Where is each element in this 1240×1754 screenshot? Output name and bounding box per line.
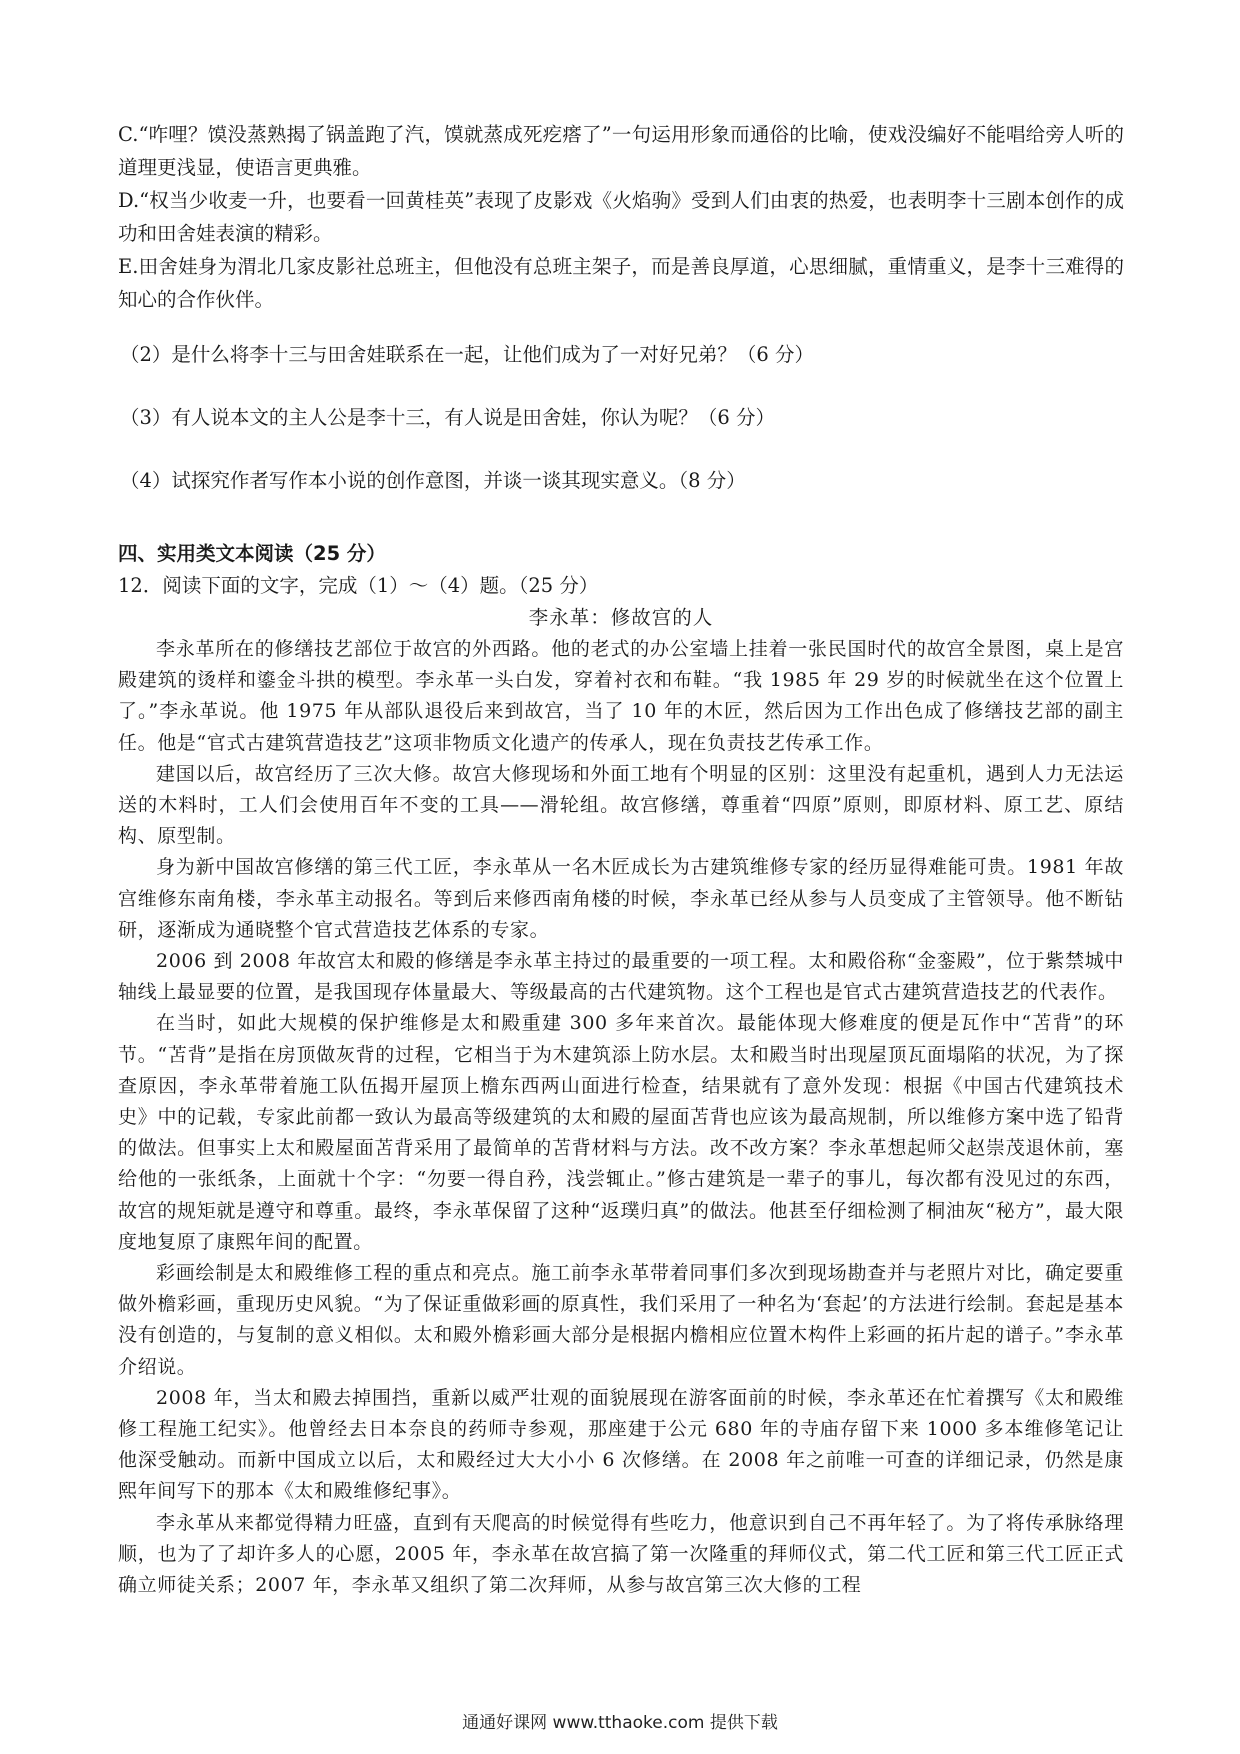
page-footer: 通通好课网 www.tthaoke.com 提供下载	[462, 1713, 778, 1733]
task-instruction: 12．阅读下面的文字，完成（1）～（4）题。（25 分）	[118, 574, 599, 597]
section-heading: 四、实用类文本阅读（25 分）	[118, 542, 386, 565]
option-e: E.田舍娃身为渭北几家皮影社总班主，但他没有总班主架子，而是善良厚道，心思细腻，重情重义，是李十三难得的知心的合作伙伴。	[118, 255, 1124, 311]
option-c: C.“咋哩？馍没蒸熟揭了锅盖跑了汽，馍就蒸成死疙瘩了”一句运用形象而通俗的比喻，使戏没编好不能唱给旁人听的道理更浅显，使语言更典雅。	[118, 123, 1124, 179]
question-3: （3）有人说本文的主人公是李十三，有人说是田舍娃，你认为呢？（6 分）	[120, 406, 776, 429]
paragraph: 李永革从来都觉得精力旺盛，直到有天爬高的时候觉得有些吃力，他意识到自己不再年轻了。为了将传承脉络理顺，也为了了却许多人的心愿，2005 年，李永革在故宫搞了第一次隆重的拜师仪式，第二代工匠和第三代工匠正式确立师徒关系；2007 年，李永革又组织了第二次拜师，从参与故宫第三次大修的工程	[118, 1511, 1124, 1597]
paragraph: 建国以后，故宫经历了三次大修。故宫大修现场和外面工地有个明显的区别：这里没有起重机，遇到人力无法运送的木料时，工人们会使用百年不变的工具——滑轮组。故宫修缮，尊重着“四原”原则，即原材料、原工艺、原结构、原型制。	[118, 762, 1124, 848]
sub-questions	[118, 338, 1124, 497]
paragraph: 身为新中国故宫修缮的第三代工匠，李永革从一名木匠成长为古建筑维修专家的经历显得难能可贵。1981 年故宫维修东南角楼，李永革主动报名。等到后来修西南角楼的时候，李永革已经从参与人员变成了主管领导。他不断钻研，逐渐成为通晓整个官式营造技艺体系的专家。	[118, 856, 1124, 941]
paragraph: 2008 年，当太和殿去掉围挡，重新以威严壮观的面貌展现在游客面前的时候，李永革还在忙着撰写《太和殿维修工程施工纪实》。他曾经去日本奈良的药师寺参观，那座建于公元 680 年的寺庙存留下来 1000 多本维修笔记让他深受触动。而新中国成立以后，太和殿经过大大小小 6 次修缮。在 2008 年之前唯一可查的详细记录，仍然是康熙年间写下的那本《太和殿维修纪事》。	[118, 1386, 1124, 1503]
article-body	[118, 634, 1124, 1601]
article-title: 李永革：修故宫的人	[528, 606, 714, 629]
paragraph: 李永革所在的修缮技艺部位于故宫的外西路。他的老式的办公室墙上挂着一张民国时代的故宫全景图，桌上是宫殿建筑的烫样和鎏金斗拱的模型。李永革一头白发，穿着衬衣和布鞋。“我 1985 年 29 岁的时候就坐在这个位置上了。”李永革说。他 1975 年从部队退役后来到故宫，当了 10 年的木匠，然后因为工作出色成了修缮技艺部的副主任。他是“官式古建筑营造技艺”这项非物质文化遗产的传承人，现在负责技艺传承工作。	[118, 638, 1124, 754]
question-4: （4）试探究作者写作本小说的创作意图，并谈一谈其现实意义。（8 分）	[120, 469, 746, 492]
paragraph: 在当时，如此大规模的保护维修是太和殿重建 300 多年来首次。最能体现大修难度的便是瓦作中“苫背”的环节。“苫背”是指在房顶做灰背的过程，它相当于为木建筑添上防水层。太和殿当时出现屋顶瓦面塌陷的状况，为了探查原因，李永革带着施工队伍揭开屋顶上檐东西两山面进行检查，结果就有了意外发现：根据《中国古代建筑技术史》中的记载，专家此前都一致认为最高等级建筑的太和殿的屋面苫背也应该为最高规制，所以维修方案中选了铅背的做法。但事实上太和殿屋面苫背采用了最简单的苫背材料与方法。改不改方案？李永革想起师父赵崇茂退休前，塞给他的一张纸条，上面就十个字：“勿要一得自矜，浅尝辄止。”修古建筑是一辈子的事儿，每次都有没见过的东西，故宫的规矩就是遵守和尊重。最终，李永革保留了这种“返璞归真”的做法。他甚至仔细检测了桐油灰“秘方”，最大限度地复原了康熙年间的配置。	[118, 1012, 1124, 1253]
document-page	[118, 118, 1124, 1601]
paragraph: 2006 到 2008 年故宫太和殿的修缮是李永革主持过的最重要的一项工程。太和殿俗称“金銮殿”，位于紫禁城中轴线上最显要的位置，是我国现存体量最大、等级最高的古代建筑物。这个工程也是官式古建筑营造技艺的代表作。	[118, 950, 1124, 1004]
option-d: D.“权当少收麦一升，也要看一回黄桂英”表现了皮影戏《火焰驹》受到人们由衷的热爱，也表明李十三剧本创作的成功和田舍娃表演的精彩。	[118, 189, 1124, 245]
paragraph: 彩画绘制是太和殿维修工程的重点和亮点。施工前李永革带着同事们多次到现场勘查并与老照片对比，确定要重做外檐彩画，重现历史风貌。“为了保证重做彩画的原真性，我们采用了一种名为‘套起’的方法进行绘制。套起是基本没有创造的，与复制的意义相似。太和殿外檐彩画大部分是根据内檐相应位置木构件上彩画的拓片起的谱子。”李永革介绍说。	[118, 1262, 1124, 1378]
answer-options	[118, 118, 1124, 316]
question-2: （2）是什么将李十三与田舍娃联系在一起，让他们成为了一对好兄弟？（6 分）	[120, 343, 815, 366]
